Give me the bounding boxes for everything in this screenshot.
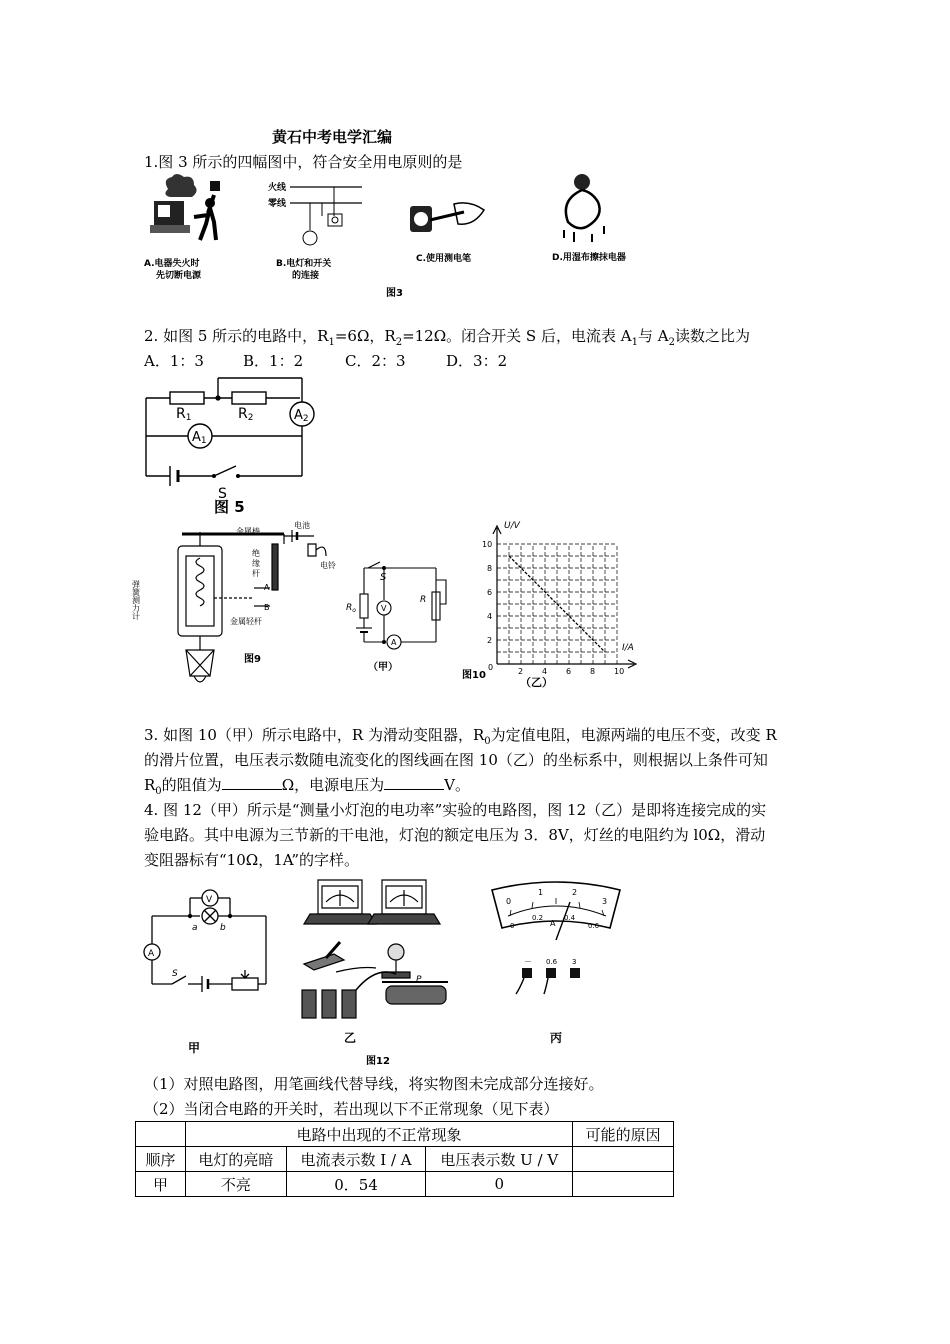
q3-line-3: $R_0$的阻值为 Ω，电源电压为 V。 [144, 776, 470, 797]
fig3-b-illustration [266, 178, 366, 258]
fig10-r-label: R [420, 595, 427, 605]
person-body [194, 195, 216, 240]
table-row [136, 1172, 674, 1197]
q1-stem: 1.图 3 所示的四幅图中，符合安全用电原则的是 [144, 153, 463, 171]
row-voltage: 0 [426, 1172, 573, 1197]
spring-icon [196, 558, 204, 606]
table-header-row-1 [136, 1122, 674, 1147]
fig10-yi-label: （乙） [520, 676, 553, 689]
doc-title: 黄石中考电学汇编 [272, 128, 393, 146]
fig9-metal-rod-label: 金属棒 [236, 527, 260, 536]
switch-box [210, 181, 220, 191]
r2-label: R2 [238, 406, 254, 423]
resistor-r2 [232, 392, 266, 404]
fig12-bing-meter [488, 880, 624, 998]
fig3-c-caption: C.使用测电笔 [416, 254, 472, 264]
r1-label: R1 [176, 406, 192, 423]
table-col-brightness: 电灯的亮暗 [185, 1147, 286, 1172]
x-tick-label: 8 [590, 667, 596, 676]
fig9-insulating-rod-label-2: 缘 [252, 559, 260, 568]
chart-xlabel: I/A [622, 643, 634, 653]
terminal-3-label: 3 [572, 958, 577, 966]
fig9-spring-meter-label: 弹簧测力计 [131, 580, 141, 620]
fig3-a-caption-1: A.电器失火时 [144, 259, 200, 269]
fig10-r0-label: $R_o$ [346, 603, 356, 614]
bulb-icon [303, 231, 317, 245]
scale-top-2: 2 [572, 888, 578, 897]
table-col-current: 电流表示数 I / A [286, 1147, 426, 1172]
q4-sub-1: （1）对照电路图，用笔画线代替导线，将实物图未完成部分连接好。 [144, 1075, 604, 1093]
fig5-label: 图 5 [214, 498, 245, 516]
row-brightness: 不亮 [185, 1172, 286, 1197]
fig12-jia-circuit [132, 880, 282, 1000]
bulb-device [388, 944, 404, 960]
q2-option-c: C．2：3 [345, 352, 406, 370]
q2-option-b: B．1：2 [243, 352, 304, 370]
table-reason-blank [573, 1147, 674, 1172]
cell-2 [322, 990, 336, 1018]
r0-answer-blank[interactable] [222, 774, 282, 790]
table-reason-header: 可能的原因 [573, 1122, 674, 1147]
y-tick-label: 8 [487, 564, 493, 573]
a2-label: A2 [294, 408, 309, 424]
y-tick-label: 10 [482, 540, 493, 549]
scale-top-0: 0 [506, 897, 512, 906]
fig3-d-caption: D.用湿布擦抹电器 [552, 253, 626, 263]
q2-option-a: A．1：3 [144, 352, 204, 370]
fig3-d-illustration [548, 170, 628, 248]
fig10-switch-s [368, 562, 380, 568]
table-col-order: 顺序 [136, 1147, 186, 1172]
fig12-label: 图12 [366, 1056, 390, 1067]
q2-option-d: D．3：2 [446, 352, 508, 370]
fig12-s-label: S [172, 969, 178, 979]
q3-line-1: 3. 如图 10（甲）所示电路中，R 为滑动变阻器，$R_0$为定值电阻，电源两端的电压不变，改变 R [144, 726, 777, 747]
chart-origin-label: 0 [488, 663, 494, 672]
switch-icon [328, 214, 342, 226]
switch-label: S [218, 486, 227, 502]
terminal-neg [522, 968, 532, 978]
x-tick-label: 10 [614, 667, 625, 676]
fig9-battery-label: 电池 [294, 521, 310, 530]
scale-bottom-3: 0.6 [588, 922, 600, 930]
fig9-label: 图9 [244, 654, 261, 665]
scale-bottom-1: 0.2 [532, 914, 544, 922]
fig9-bell-label: 电铃 [320, 561, 336, 570]
test-pen-icon [430, 212, 464, 220]
smoke-cloud [165, 174, 196, 197]
fig9-insulating-rod-label-1: 绝 [252, 549, 260, 558]
table-group-header: 电路中出现的不正常现象 [185, 1122, 572, 1147]
table-col-voltage: 电压表示数 U / V [426, 1147, 573, 1172]
scale-bottom-2: 0.4 [564, 914, 576, 922]
rheostat-icon [232, 978, 258, 990]
row-current: 0．54 [286, 1172, 426, 1197]
table-header-row-2 [136, 1147, 674, 1172]
lamp-icon [574, 174, 590, 190]
fig12-a-label: A [148, 949, 155, 959]
fig10-s-label: S [380, 572, 387, 583]
fig10-jia-circuit [340, 556, 455, 676]
q3-line-2: 的滑片位置，电压表示数随电流变化的图线画在图 10（乙）的坐标系中，则根据以上条件可知 [144, 751, 768, 769]
fig3-b-caption-1: B.电灯和开关 [276, 259, 332, 269]
fig3-a-caption-2: 先切断电源 [156, 271, 202, 281]
fig10-v-label: V [381, 604, 387, 613]
fig12-yi-apparatus [296, 872, 452, 1024]
fig9-alarm-device [131, 521, 344, 702]
fig9-point-b: B [264, 603, 270, 612]
fig12-point-b: b [220, 923, 226, 933]
q4-line-2: 验电路。其中电源为三节新的干电池，灯泡的额定电压为 3．8V，灯丝的电阻约为 l0Ω，滑动 [144, 826, 766, 844]
scale-bottom-0: 0 [510, 922, 515, 930]
neutral-wire-label: 零线 [268, 199, 287, 209]
cell-3 [342, 990, 356, 1018]
fig9-insulating-rod-label-3: 杆 [252, 569, 260, 578]
q4-line-3: 变阻器标有“10Ω，1A”的字样。 [144, 851, 360, 869]
insulating-rod-icon [272, 544, 278, 590]
fig10-jia-label: （甲） [368, 662, 398, 673]
bell-icon [308, 544, 326, 556]
switch-device [304, 954, 344, 970]
switch-s [214, 466, 236, 476]
y-tick-label: 4 [487, 612, 493, 621]
fault-table [135, 1121, 674, 1197]
fig3-c-illustration [404, 190, 494, 245]
table-corner-cell [136, 1122, 186, 1147]
live-wire-label: 火线 [268, 183, 287, 193]
x-tick-label: 2 [518, 667, 524, 676]
row-order: 甲 [136, 1172, 186, 1197]
fig12-bing-label: 丙 [550, 1031, 563, 1045]
rheostat-device [386, 986, 446, 1004]
terminal-06-label: 0.6 [546, 958, 558, 966]
terminal-3 [570, 968, 580, 978]
fig12-point-a: a [192, 923, 198, 933]
fig9-point-a: A [264, 583, 270, 592]
resistor-r1 [170, 392, 204, 404]
meter-unit-label: A [550, 919, 556, 928]
q4-line-1: 4. 图 12（甲）所示是“测量小灯泡的电功率”实验的电路图，图 12（乙）是即将连接完成的实 [144, 801, 767, 819]
y-tick-label: 2 [487, 636, 493, 645]
a1-label: A1 [192, 430, 207, 446]
cell-1 [302, 990, 316, 1018]
terminal-neg-label: － [524, 957, 532, 966]
x-tick-label: 6 [566, 667, 572, 676]
chart-axes [493, 526, 636, 668]
fig12-p-label: P [416, 975, 422, 985]
fig3-b-caption-2: 的连接 [292, 271, 320, 281]
fig10-resistor-r0 [360, 594, 368, 618]
q4-sub-2: （2）当闭合电路的开关时，若出现以下不正常现象（见下表） [144, 1100, 559, 1118]
y-tick-label: 6 [487, 588, 493, 597]
fig12-v-label: V [206, 895, 213, 905]
spring-meter-body [178, 546, 222, 636]
fig10-a-label: A [391, 638, 397, 647]
chart-ylabel: U/V [504, 521, 520, 531]
row-reason-answer[interactable] [573, 1172, 674, 1197]
fig12-yi-label: 乙 [344, 1031, 357, 1045]
wet-cloth-hand [566, 190, 600, 228]
x-tick-label: 4 [542, 667, 548, 676]
fig10-yi-chart [478, 518, 648, 690]
terminal-06 [546, 968, 556, 978]
q2-stem: 2. 如图 5 所示的电路中，$R_1=6\Omega$，$R_2=12\Omega$。闭合开关 S 后，电流表 $A_1$与 $A_2$读数之比为 [144, 327, 750, 348]
fig3-a-illustration [140, 175, 240, 255]
fig3-label: 图3 [386, 288, 403, 299]
scale-top-1: 1 [538, 888, 544, 897]
fig10-label: 图10 [462, 670, 486, 681]
fig9-light-rod-label: 金属轻杆 [230, 617, 262, 626]
fig12-jia-label: 甲 [188, 1041, 201, 1055]
fig5-circuit [140, 372, 330, 520]
scale-top-3: 3 [602, 897, 608, 906]
voltage-answer-blank[interactable] [384, 774, 444, 790]
